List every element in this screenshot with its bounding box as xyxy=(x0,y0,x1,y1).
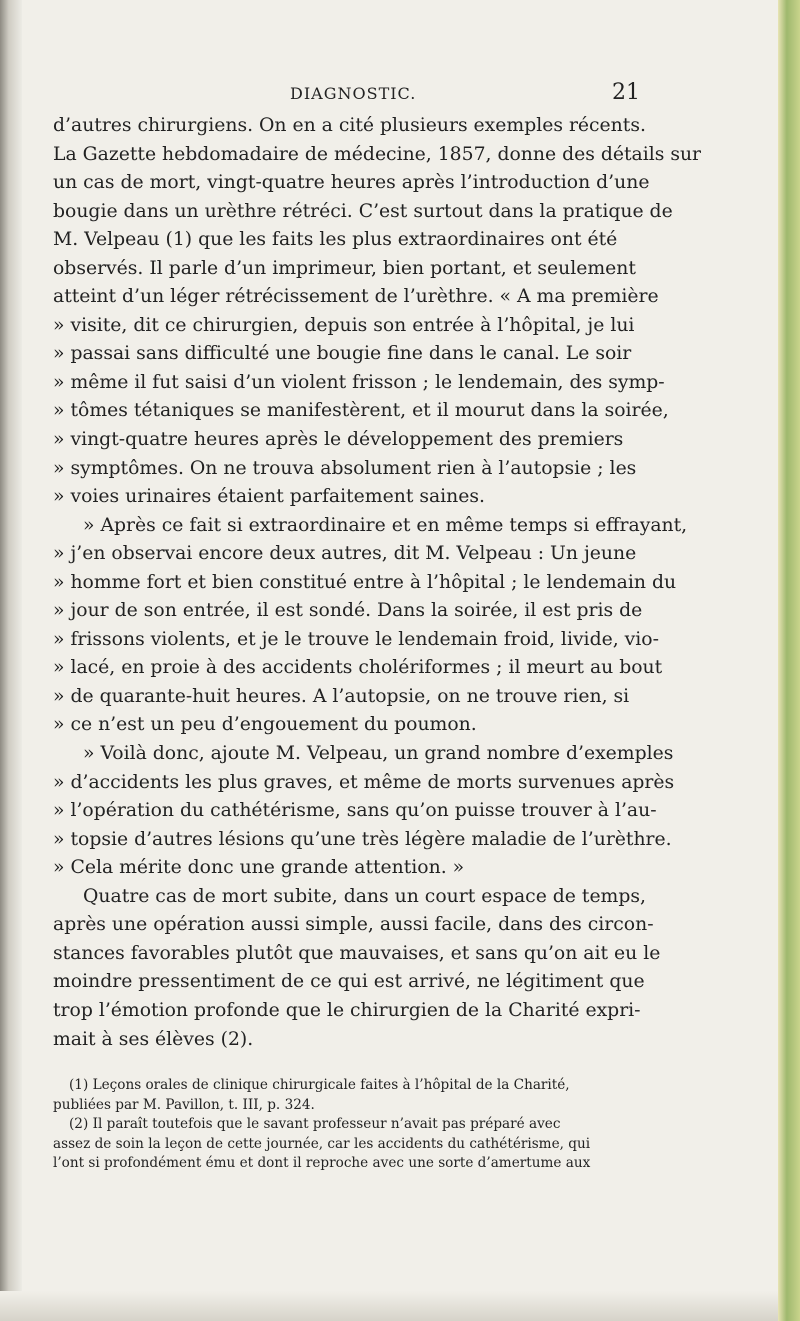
body-line: atteint d’un léger rétrécissement de l’urèthre. « A ma première xyxy=(53,286,659,308)
body-line: » frissons violents, et je le trouve le lendemain froid, livide, vio- xyxy=(53,628,659,650)
footnote-line: l’ont si profondément ému et dont il reproche avec une sorte d’amertume aux xyxy=(53,1155,591,1171)
book-spine-edge xyxy=(778,0,800,1321)
body-line: » d’accidents les plus graves, et même de morts survenues après xyxy=(53,771,675,793)
footnote-line: (2) Il paraît toutefois que le savant professeur n’avait pas préparé avec xyxy=(69,1116,561,1132)
body-line: » homme fort et bien constitué entre à l’hôpital ; le lendemain du xyxy=(53,571,677,593)
body-line: stances favorables plutôt que mauvaises, et sans qu’on ait eu le xyxy=(53,942,661,964)
page-bottom-edge xyxy=(0,1291,778,1321)
body-line: » Voilà donc, ajoute M. Velpeau, un grand nombre d’exemples xyxy=(83,743,674,765)
body-line: » même il fut saisi d’un violent frisson ; le lendemain, des symp- xyxy=(53,371,665,393)
body-line: » vingt-quatre heures après le développement des premiers xyxy=(53,429,624,451)
body-line: Quatre cas de mort subite, dans un court espace de temps, xyxy=(83,885,646,907)
body-line: » l’opération du cathétérisme, sans qu’on puisse trouver à l’au- xyxy=(53,800,657,822)
footnote-line: publiées par M. Pavillon, t. III, p. 324. xyxy=(53,1096,315,1113)
body-line: » topsie d’autres lésions qu’une très légère maladie de l’urèthre. xyxy=(53,828,672,850)
footnote-line: assez de soin la leçon de cette journée, car les accidents du cathétérisme, qui xyxy=(53,1135,591,1152)
footnotes xyxy=(53,1076,743,1174)
body-line: trop l’émotion profonde que le chirurgien de la Charité expri- xyxy=(53,999,641,1021)
body-line: » ce n’est un peu d’engouement du poumon. xyxy=(53,714,477,736)
body-line: » tômes tétaniques se manifestèrent, et il mourut dans la soirée, xyxy=(53,400,669,422)
body-line: d’autres chirurgiens. On en a cité plusieurs exemples récents. xyxy=(53,115,646,136)
body-line: mait à ses élèves (2). xyxy=(53,1028,254,1050)
body-line: » de quarante-huit heures. A l’autopsie, on ne trouve rien, si xyxy=(53,685,630,707)
body-line: La Gazette hebdomadaire de médecine, 1857, donne des détails sur xyxy=(53,143,702,165)
body-line: M. Velpeau (1) que les faits les plus extraordinaires ont été xyxy=(53,229,618,251)
body-line: observés. Il parle d’un imprimeur, bien portant, et seulement xyxy=(53,257,636,279)
footnote-line: (1) Leçons orales de clinique chirurgicale faites à l’hôpital de la Charité, xyxy=(69,1077,570,1093)
body-line: » passai sans difficulté une bougie fine dans le canal. Le soir xyxy=(53,343,632,365)
body-line: » lacé, en proie à des accidents cholériformes ; il meurt au bout xyxy=(53,657,663,679)
body-line: » symptômes. On ne trouva absolument rien à l’autopsie ; les xyxy=(53,457,637,479)
body-line: » voies urinaires étaient parfaitement saines. xyxy=(53,486,485,508)
body-line: » jour de son entrée, il est sondé. Dans la soirée, il est pris de xyxy=(53,600,643,622)
body-text xyxy=(53,112,733,1054)
body-line: » j’en observai encore deux autres, dit M. Velpeau : Un jeune xyxy=(53,543,637,565)
running-head: DIAGNOSTIC. xyxy=(290,84,417,103)
body-line: un cas de mort, vingt-quatre heures après l’introduction d’une xyxy=(53,172,650,194)
body-line: » visite, dit ce chirurgien, depuis son entrée à l’hôpital, je lui xyxy=(53,314,635,336)
body-line: moindre pressentiment de ce qui est arrivé, ne légitiment que xyxy=(53,971,645,993)
binding-shadow xyxy=(0,0,22,1321)
page-number: 21 xyxy=(612,80,640,105)
body-line: » Après ce fait si extraordinaire et en même temps si effrayant, xyxy=(83,514,688,536)
body-line: bougie dans un urèthre rétréci. C’est surtout dans la pratique de xyxy=(53,200,673,222)
body-line: après une opération aussi simple, aussi facile, dans des circon- xyxy=(53,914,654,936)
page-header xyxy=(290,80,640,105)
body-line: » Cela mérite donc une grande attention. » xyxy=(53,857,465,879)
